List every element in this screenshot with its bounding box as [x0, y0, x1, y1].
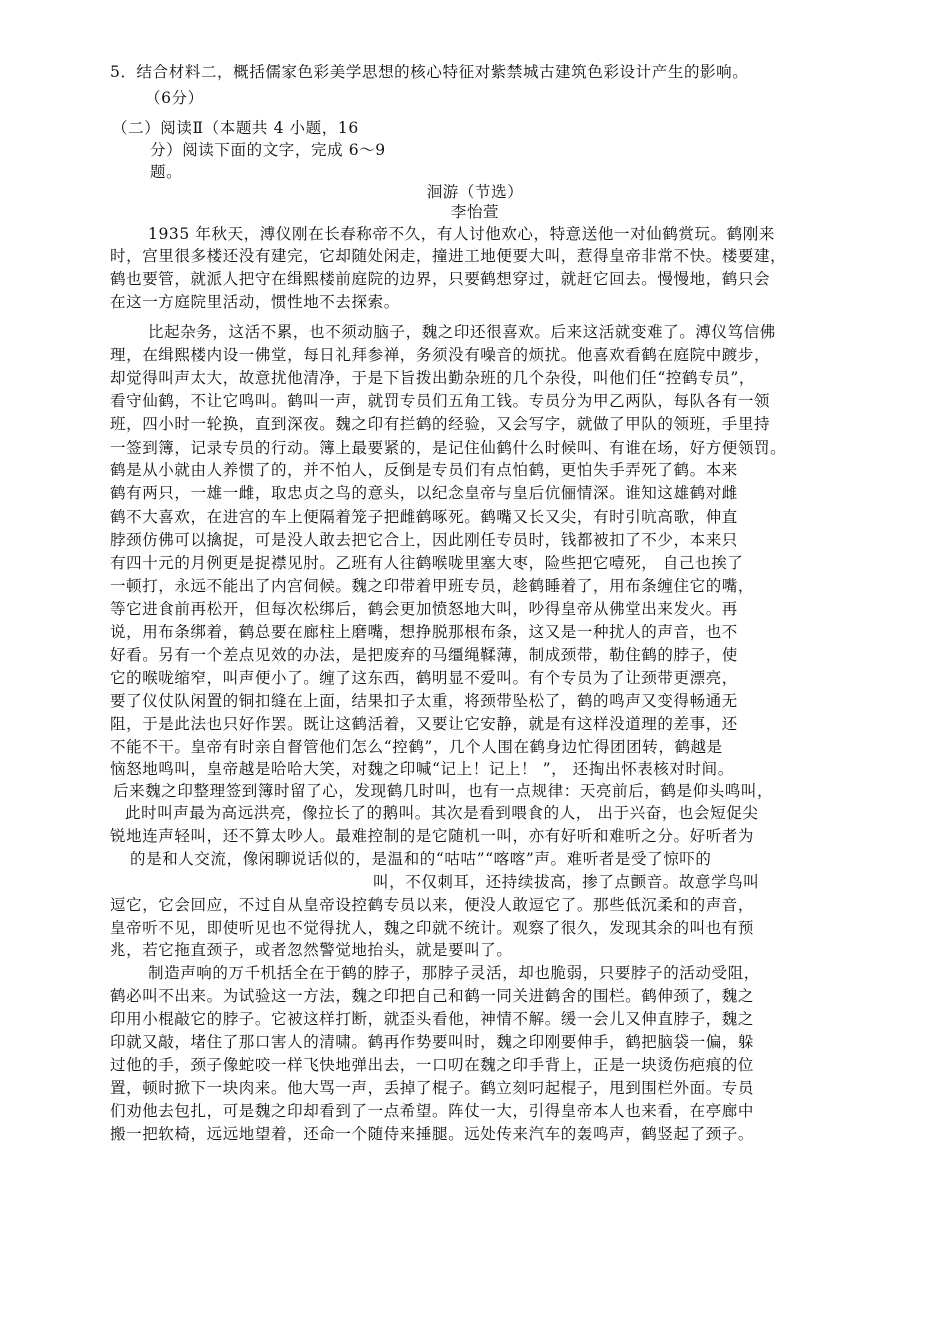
article-line: 不能不干。皇帝有时亲自督管他们怎么“控鹤”，几个人围在鹤身边忙得团团转，鹤越是	[110, 738, 723, 756]
article-line: 鹤有两只，一雄一雌，取忠贞之鸟的意头，以纪念皇帝与皇后伉俪情深。谁知这雄鹤对雌	[110, 484, 738, 502]
article-line: 看守仙鹤，不让它鸣叫。鹤叫一声，就罚专员们五角工钱。专员分为甲乙两队，每队各有一领	[110, 392, 771, 410]
article-line: 搬一把软椅，远远地望着，还命一个随侍来捶腿。远处传来汽车的轰鸣声，鹤竖起了颈子。	[110, 1125, 755, 1143]
question-5-text: 5．结合材料二，概括儒家色彩美学思想的核心特征对紫禁城古建筑色彩设计产生的影响。	[110, 63, 749, 81]
article-line: 在这一方庭院里活动，惯性地不去探索。	[110, 293, 400, 311]
article-line: 却觉得叫声太大，故意扰他清净，于是下旨拨出勤杂班的几个杂役，叫他们任“控鹤专员”，	[110, 369, 755, 387]
article-line: 阻，于是此法也只好作罢。既让这鹤活着，又要让它安静，就是有这样没道理的差事，还	[110, 715, 738, 733]
article-line: 鹤也要管，就派人把守在缉熙楼前庭院的边界，只要鹤想穿过，就赶它回去。慢慢地，鹤只会	[110, 270, 771, 288]
section-header-line1: （二）阅读Ⅱ（本题共 4 小题，16	[112, 119, 359, 137]
article-line: 恼怒地鸣叫，皇帝越是哈哈大笑，对魏之印喊“记上！记上！ ”， 还掏出怀表核对时间。	[110, 760, 734, 778]
article-line: 1935 年秋天，溥仪刚在长春称帝不久，有人讨他欢心，特意送他一对仙鹤赏玩。鹤刚来	[148, 225, 775, 243]
article-line: 印就又敲，堵住了那口害人的清啸。鹤再作势要叫时，魏之印刚要伸手，鹤把脑袋一偏，躲	[110, 1033, 755, 1051]
article-line: 此时叫声最为高远洪亮，像拉长了的鹅叫。其次是看到喂食的人， 出于兴奋，也会短促尖	[125, 804, 759, 822]
article-line: 印用小棍敲它的脖子。它被这样打断，就歪头看他，神情不解。缓一会儿又伸直脖子，魏之	[110, 1010, 755, 1028]
article-line: 叫，不仅刺耳，还持续拔高，掺了点颤音。故意学鸟叫	[373, 873, 760, 891]
section-header-line3: 题。	[150, 163, 183, 181]
article-line: 说，用布条绑着，鹤总要在廊柱上磨嘴，想挣脱那根布条，这又是一种扰人的声音，也不	[110, 623, 738, 641]
article-line: 皇帝听不见，即使听见也不觉得扰人，魏之印就不统计。观察了很久，发现其余的叫也有预	[110, 919, 755, 937]
section-header-line2: 分）阅读下面的文字，完成 6～9	[150, 141, 386, 159]
article-line: 一顿打，永远不能出了内宫伺候。魏之印带着甲班专员，趁鹤睡着了，用布条缠住它的嘴，	[110, 577, 755, 595]
article-line: 好看。另有一个差点见效的办法，是把废弃的马缰绳鞣薄，制成颈带，勒住鹤的脖子，使	[110, 646, 738, 664]
article-line: 过他的手，颈子像蛇咬一样飞快地弹出去，一口叨在魏之印手背上，正是一块烫伤疤痕的位	[110, 1056, 755, 1074]
article-line: 班，四小时一轮换，直到深夜。魏之印有拦鹤的经验，又会写字，就做了甲队的领班，手里持	[110, 415, 771, 433]
article-line: 有四十元的月例更是捉襟见肘。乙班有人往鹤喉咙里塞大枣，险些把它噎死， 自己也挨了	[110, 554, 744, 572]
article-title: 洄游（节选）	[426, 183, 524, 201]
article-line: 锐地连声轻叫，还不算太吵人。最难控制的是它随机一叫，亦有好听和难听之分。好听者为	[110, 827, 755, 845]
article-line: 鹤是从小就由人养惯了的，并不怕人，反倒是专员们有点怕鹤，更怕失手弄死了鹤。本来	[110, 461, 738, 479]
article-line: 置，顿时掀下一块肉来。他大骂一声，丢掉了棍子。鹤立刻叼起棍子，甩到围栏外面。专员	[110, 1079, 755, 1097]
article-line: 等它进食前再松开，但每次松绑后，鹤会更加愤怒地大叫，吵得皇帝从佛堂出来发火。再	[110, 600, 738, 618]
article-line: 兆，若它拖直颈子，或者忽然警觉地抬头，就是要叫了。	[110, 941, 513, 959]
article-line: 后来魏之印整理签到簿时留了心，发现鹤几时叫，也有一点规律：天亮前后，鹤是仰头鸣叫，	[113, 782, 774, 800]
article-line: 比起杂务，这活不累，也不须动脑子，魏之印还很喜欢。后来这活就变难了。溥仪笃信佛	[148, 323, 776, 341]
article-line: 它的喉咙缩窄，叫声便小了。缠了这东西，鹤明显不爱叫。有个专员为了让颈带更漂亮，	[110, 669, 738, 687]
article-line: 脖颈仿佛可以擒捉，可是没人敢去把它合上，因此刚任专员时，钱都被扣了不少，本来只	[110, 531, 738, 549]
article-line: 鹤必叫不出来。为试验这一方法，魏之印把自己和鹤一同关进鹤舍的围栏。鹤伸颈了，魏之	[110, 987, 755, 1005]
article-line: 们劝他去包扎，可是魏之印却看到了一点希望。阵仗一大，引得皇帝本人也来看，在亭廊中	[110, 1102, 755, 1120]
article-line: 鹤不大喜欢，在进宫的车上便隔着笼子把雌鹤啄死。鹤嘴又长又尖，有时引吭高歌，伸直	[110, 508, 738, 526]
article-line: 一签到簿，记录专员的行动。簿上最要紧的，是记住仙鹤什么时候叫、有谁在场，好方便领罚。	[110, 439, 787, 457]
article-line: 要了仪仗队闲置的铜扣缝在上面，结果扣子太重，将颈带坠松了，鹤的鸣声又变得畅通无	[110, 692, 738, 710]
article-line: 制造声响的万千机括全在于鹤的脖子，那脖子灵活，却也脆弱，只要脖子的活动受阻，	[148, 964, 760, 982]
question-5-score: （6分）	[145, 89, 204, 107]
article-author: 李怡萱	[450, 203, 500, 221]
article-line: 理，在缉熙楼内设一佛堂，每日礼拜参禅，务须没有噪音的烦扰。他喜欢看鹤在庭院中踱步，	[110, 346, 771, 364]
article-line: 逗它，它会回应，不过自从皇帝设控鹤专员以来，便没人敢逗它了。那些低沉柔和的声音，	[110, 896, 755, 914]
article-line: 时，宫里很多楼还没有建完，它却随处闲走，撞进工地便要大叫，惹得皇帝非常不快。楼要建，	[110, 247, 787, 265]
article-line: 的是和人交流，像闲聊说话似的，是温和的“咕咕”“喀喀”声。难听者是受了惊吓的	[130, 850, 712, 868]
